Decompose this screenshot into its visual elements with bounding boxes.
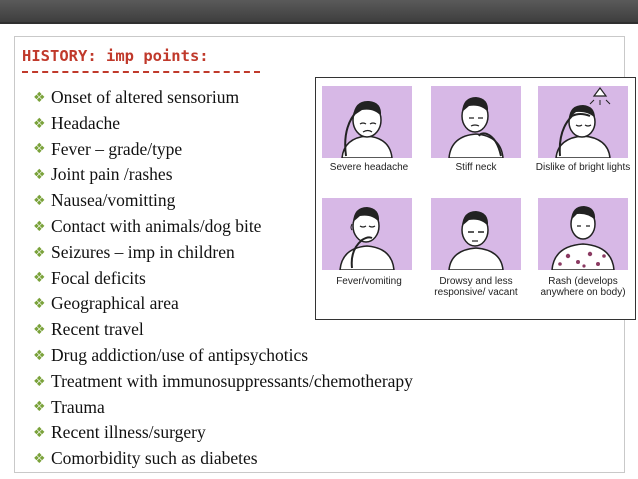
top-bar bbox=[0, 0, 638, 22]
list-item-text: Geographical area bbox=[51, 293, 179, 314]
symptoms-figure bbox=[315, 77, 636, 320]
person-holding-head-icon bbox=[322, 86, 412, 158]
diamond-bullet-icon: ❖ bbox=[33, 451, 46, 468]
caption-fever-vomiting: Fever/vomiting bbox=[336, 276, 402, 287]
caption-drowsy: Drowsy and less responsive/ vacant bbox=[434, 276, 518, 298]
diamond-bullet-icon: ❖ bbox=[33, 193, 46, 210]
diamond-bullet-icon: ❖ bbox=[33, 322, 46, 339]
severe-headache-illustration bbox=[322, 86, 412, 158]
person-shielding-eyes-icon bbox=[538, 86, 628, 158]
diamond-bullet-icon: ❖ bbox=[33, 347, 46, 364]
diamond-bullet-icon: ❖ bbox=[33, 296, 46, 313]
person-covering-mouth-icon bbox=[322, 198, 412, 270]
list-item-text: Onset of altered sensorium bbox=[51, 87, 240, 107]
list-item-text: Focal deficits bbox=[51, 267, 146, 288]
list-item bbox=[33, 317, 413, 343]
drowsy-illustration bbox=[431, 198, 521, 270]
list-item-text: Nausea/vomitting bbox=[51, 190, 176, 211]
list-item bbox=[33, 446, 413, 472]
list-item-text: Drug addiction/use of antipsychotics bbox=[51, 344, 309, 365]
list-item-text: Fever – grade/type bbox=[51, 138, 183, 159]
caption-rash: Rash (develops anywhere on body) bbox=[540, 276, 626, 298]
list-item-text: Comorbidity such as diabetes bbox=[51, 448, 258, 469]
rash-illustration bbox=[538, 198, 628, 270]
diamond-bullet-icon: ❖ bbox=[33, 115, 46, 132]
list-item-text: Joint pain /rashes bbox=[51, 164, 173, 185]
list-item bbox=[33, 395, 413, 421]
diamond-bullet-icon: ❖ bbox=[33, 218, 46, 235]
caption-stiff-neck: Stiff neck bbox=[455, 162, 497, 173]
list-item-text: Treatment with immunosuppressants/chemotherapy bbox=[51, 370, 413, 391]
top-accent-line bbox=[0, 22, 638, 24]
slide-title: HISTORY: imp points: bbox=[22, 47, 209, 65]
list-item-text: Recent travel bbox=[51, 319, 144, 340]
list-item-text: Headache bbox=[51, 112, 120, 133]
person-holding-neck-icon bbox=[431, 86, 521, 158]
list-item bbox=[33, 369, 413, 395]
title-underline bbox=[22, 71, 260, 73]
diamond-bullet-icon: ❖ bbox=[33, 399, 46, 416]
diamond-bullet-icon: ❖ bbox=[33, 244, 46, 261]
caption-dislike-bright-lights: Dislike of bright lights bbox=[535, 162, 631, 173]
diamond-bullet-icon: ❖ bbox=[33, 425, 46, 442]
diamond-bullet-icon: ❖ bbox=[33, 373, 46, 390]
diamond-bullet-icon: ❖ bbox=[33, 89, 46, 106]
list-item-text: Trauma bbox=[51, 396, 105, 417]
person-with-rash-icon bbox=[538, 198, 628, 270]
diamond-bullet-icon: ❖ bbox=[33, 141, 46, 158]
diamond-bullet-icon: ❖ bbox=[33, 270, 46, 287]
fever-vomiting-illustration bbox=[322, 198, 412, 270]
list-item-text: Seizures – imp in children bbox=[51, 241, 235, 262]
list-item bbox=[33, 420, 413, 446]
list-item-text: Recent illness/surgery bbox=[51, 422, 206, 443]
caption-severe-headache: Severe headache bbox=[329, 162, 409, 173]
drowsy-person-icon bbox=[431, 198, 521, 270]
dislike-bright-lights-illustration bbox=[538, 86, 628, 158]
stiff-neck-illustration bbox=[431, 86, 521, 158]
list-item bbox=[33, 343, 413, 369]
diamond-bullet-icon: ❖ bbox=[33, 167, 46, 184]
list-item-text: Contact with animals/dog bite bbox=[51, 215, 262, 236]
